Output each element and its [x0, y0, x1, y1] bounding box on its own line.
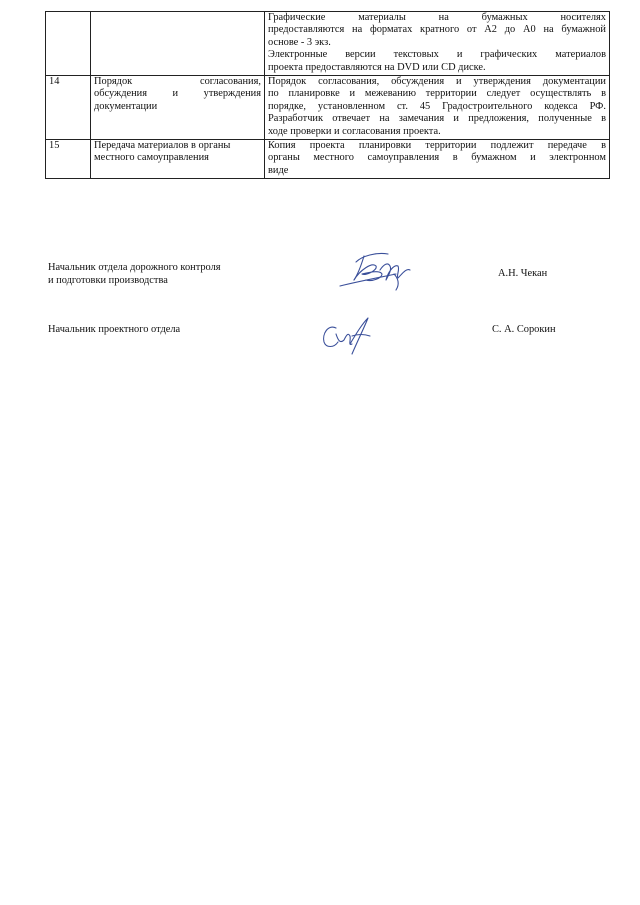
row-content-cell	[265, 76, 610, 140]
table-row	[46, 12, 610, 76]
content-line: порядке, установленном ст. 45 Градостроительного кодекса РФ.	[268, 100, 606, 112]
table-row	[46, 76, 610, 140]
handwritten-signature-sorokin-icon	[318, 310, 388, 360]
row-number-cell	[46, 12, 91, 76]
content-line: ходе проверки и согласования проекта.	[268, 125, 441, 137]
signatory-title-line: Начальник отдела дорожного контроля	[48, 262, 221, 273]
handwritten-signature-chekan-icon	[336, 240, 426, 292]
name-line: Порядок согласования,	[94, 76, 261, 88]
signatory-name: А.Н. Чекан	[498, 268, 548, 279]
signatory-title	[48, 324, 180, 337]
content-line: Разработчик отвечает на замечания и предложения, полученные в	[268, 113, 606, 125]
content-line: Графические материалы на бумажных носителях	[268, 12, 606, 23]
row-number-cell: 14	[46, 76, 91, 140]
signature-block-1	[48, 262, 608, 302]
content-line: предоставляются на форматах кратного от А2 до А0 на бумажной	[268, 24, 606, 36]
content-line: органы местного самоуправления в бумажном и электронном	[268, 152, 606, 164]
signatory-name: С. А. Сорокин	[492, 324, 556, 335]
content-line: Электронные версии текстовых и графических материалов	[268, 49, 606, 61]
signatory-title	[48, 262, 221, 287]
content-line: основе - 3 экз.	[268, 36, 331, 48]
name-line: обсуждения и утверждения	[94, 88, 261, 100]
table-row	[46, 140, 610, 179]
row-name-cell	[91, 12, 265, 76]
content-line: проекта предоставляются на DVD или CD диске.	[268, 61, 486, 73]
row-name-cell	[91, 140, 265, 179]
signature-block-2	[48, 324, 608, 364]
signatory-title-line: и подготовки производства	[48, 274, 168, 286]
row-content-cell	[265, 12, 610, 76]
name-line: документации	[94, 100, 158, 112]
content-line: Копия проекта планировки территории подлежит передаче в	[268, 140, 606, 152]
row-number-cell: 15	[46, 140, 91, 179]
name-line: Передача материалов в органы	[94, 140, 231, 152]
content-line: виде	[268, 164, 289, 176]
content-line: по планировке и межеванию территории следует осуществлять в	[268, 88, 606, 100]
signatory-title-line: Начальник проектного отдела	[48, 324, 181, 335]
content-line: Порядок согласования, обсуждения и утверждения документации	[268, 76, 606, 88]
row-name-cell	[91, 76, 265, 140]
row-content-cell	[265, 140, 610, 179]
requirements-table	[45, 11, 610, 179]
name-line: местного самоуправления	[94, 152, 209, 164]
